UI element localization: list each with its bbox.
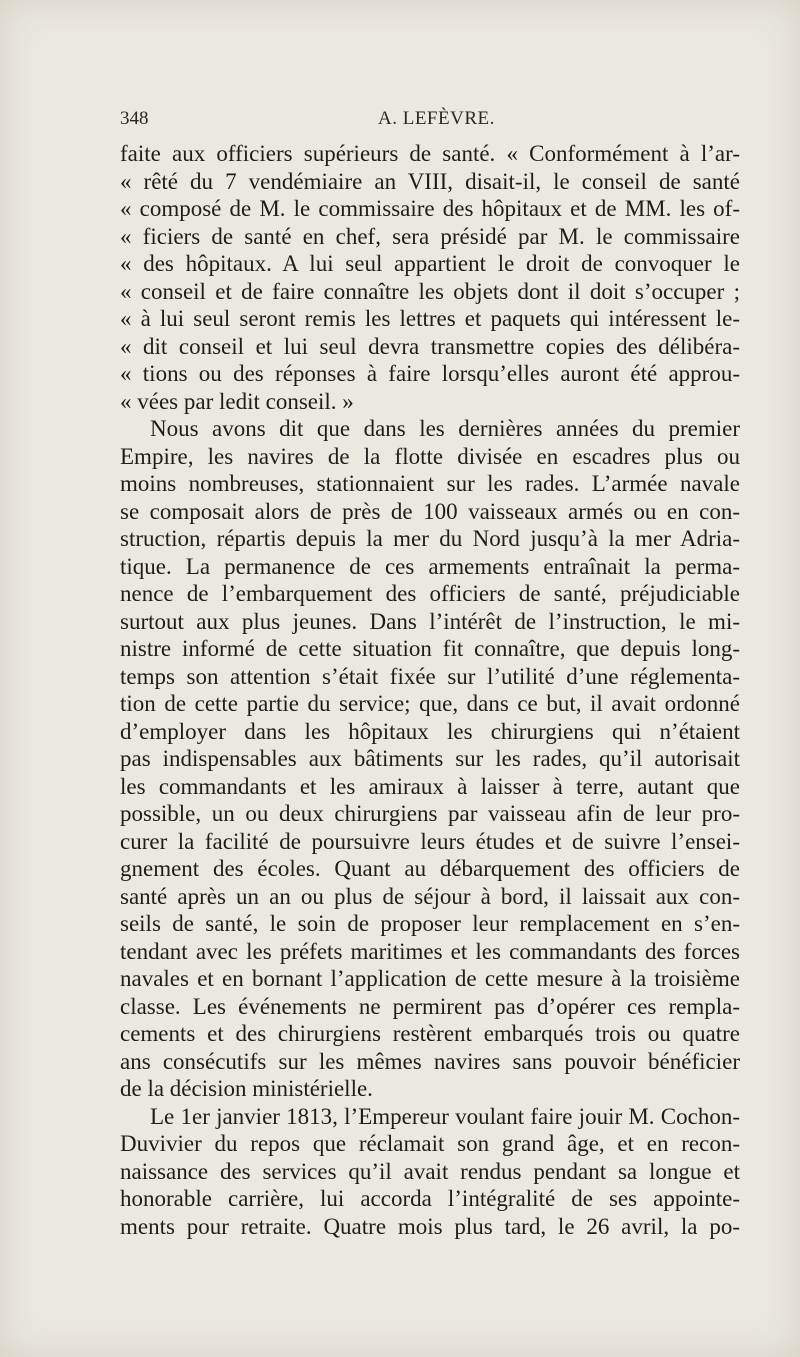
- text-line: « composé de M. le commissaire des hôpitaux et de MM. les of-: [120, 196, 740, 221]
- text-line: cements et des chirurgiens restèrent embarqués trois ou quatre: [120, 1021, 740, 1046]
- text-line: tion de cette partie du service; que, dans ce but, il avait ordonné: [120, 691, 740, 716]
- text-line: nence de l’embarquement des officiers de santé, préjudiciable: [120, 581, 740, 606]
- text-line: struction, répartis depuis la mer du Nord jusqu’à la mer Adria-: [120, 526, 740, 551]
- text-line: curer la facilité de poursuivre leurs études et de suivre l’ensei-: [120, 828, 740, 854]
- text-line: Nous avons dit que dans les dernières années du premier: [150, 416, 740, 441]
- text-line: Empire, les navires de la flotte divisée en escadres plus ou: [120, 443, 740, 469]
- text-line: gnement des écoles. Quant au débarquement des officiers de: [120, 856, 740, 881]
- text-line: temps son attention s’était fixée sur l’utilité d’une réglementa-: [120, 663, 740, 689]
- text-line: pas indispensables aux bâtiments sur les rades, qu’il autorisait: [120, 746, 740, 771]
- text-line: « ficiers de santé en chef, sera présidé par M. le commissaire: [120, 223, 740, 249]
- body-text: [120, 140, 740, 1240]
- text-line: honorable carrière, lui accorda l’intégralité de ses appointe-: [120, 1186, 740, 1211]
- text-line: tique. La permanence de ces armements entraînait la perma-: [120, 553, 740, 579]
- text-line: « tions ou des réponses à faire lorsqu’elles auront été approu-: [120, 361, 740, 386]
- text-line: tendant avec les préfets maritimes et les commandants des forces: [120, 938, 740, 964]
- text-line: « à lui seul seront remis les lettres et paquets qui intéressent le-: [120, 306, 740, 331]
- text-line: d’employer dans les hôpitaux les chirurgiens qui n’étaient: [120, 718, 740, 744]
- text-line: « des hôpitaux. A lui seul appartient le droit de convoquer le: [120, 251, 740, 276]
- text-line: Le 1er janvier 1813, l’Empereur voulant faire jouir M. Cochon-: [150, 1103, 740, 1129]
- text-line: ans consécutifs sur les mêmes navires sans pouvoir bénéficier: [120, 1048, 740, 1074]
- page-header: [120, 108, 740, 138]
- text-line: navales et en bornant l’application de cette mesure à la troisième: [120, 966, 740, 991]
- text-line: les commandants et les amiraux à laisser à terre, autant que: [120, 773, 740, 799]
- text-line: naissance des services qu’il avait rendus pendant sa longue et: [120, 1158, 740, 1184]
- page-number: 348: [120, 108, 149, 129]
- text-line: « conseil et de faire connaître les objets dont il doit s’occuper ;: [120, 278, 740, 304]
- text-line: classe. Les événements ne permirent pas d’opérer ces rempla-: [120, 993, 740, 1019]
- text-line: se composait alors de près de 100 vaisseaux armés ou en con-: [120, 498, 740, 524]
- text-line: « vées par ledit conseil. »: [120, 388, 354, 414]
- text-line: possible, un ou deux chirurgiens par vaisseau afin de leur pro-: [120, 801, 740, 826]
- text-line: « dit conseil et lui seul devra transmettre copies des délibéra-: [120, 333, 740, 359]
- text-line: « rêté du 7 vendémiaire an VIII, disait-il, le conseil de santé: [120, 168, 740, 194]
- running-title: A. LEFÈVRE.: [378, 108, 495, 129]
- text-line: nistre informé de cette situation fit connaître, que depuis long-: [120, 636, 740, 661]
- text-line: santé après un an ou plus de séjour à bord, il laissait aux con-: [120, 883, 740, 909]
- text-line: Duvivier du repos que réclamait son grand âge, et en recon-: [120, 1131, 740, 1156]
- text-line: moins nombreuses, stationnaient sur les rades. L’armée navale: [120, 471, 740, 496]
- text-line: seils de santé, le soin de proposer leur remplacement en s’en-: [120, 911, 740, 936]
- text-line: de la décision ministérielle.: [120, 1076, 373, 1101]
- text-line: ments pour retraite. Quatre mois plus tard, le 26 avril, la po-: [120, 1213, 740, 1239]
- text-line: surtout aux plus jeunes. Dans l’intérêt de l’instruction, le mi-: [120, 608, 740, 634]
- text-line: faite aux officiers supérieurs de santé. « Conformément à l’ar-: [120, 141, 740, 166]
